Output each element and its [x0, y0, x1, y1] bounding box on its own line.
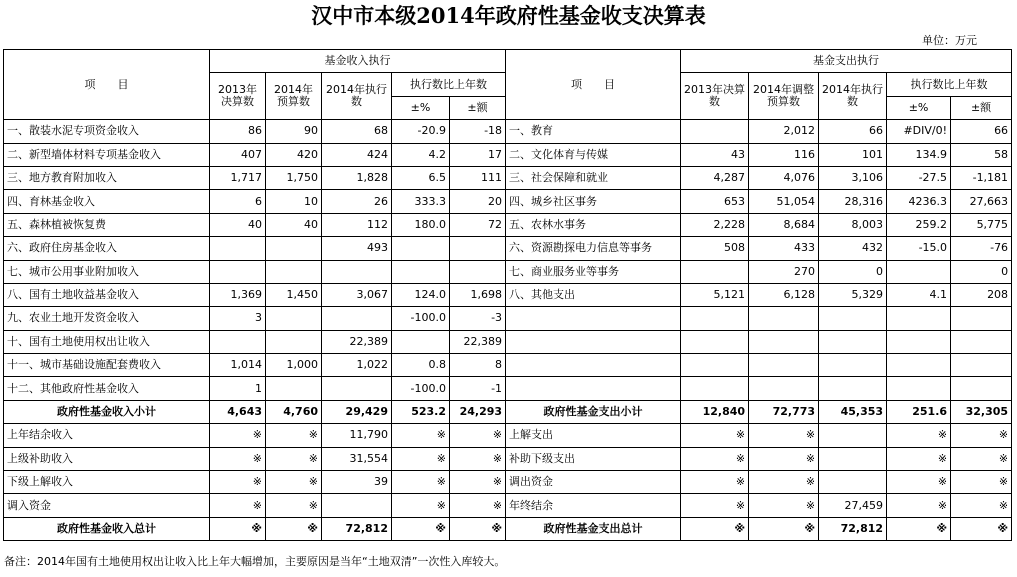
revenue-item-cell: 六、政府住房基金收入 — [4, 237, 210, 260]
revenue-value-cell: ※ — [450, 447, 506, 470]
expense-value-cell — [749, 307, 819, 330]
revenue-item-cell: 政府性基金收入小计 — [4, 400, 210, 423]
revenue-value-cell: ※ — [266, 494, 322, 517]
table-row — [4, 447, 1012, 470]
revenue-item-cell: 一、散装水泥专项资金收入 — [4, 120, 210, 143]
revenue-value-cell: 39 — [322, 471, 392, 494]
revenue-item-cell: 十二、其他政府性基金收入 — [4, 377, 210, 400]
revenue-value-cell: 333.3 — [392, 190, 450, 213]
revenue-value-cell: ※ — [392, 424, 450, 447]
expense-value-cell — [819, 330, 887, 353]
revenue-value-cell: ※ — [266, 517, 322, 540]
revenue-value-cell — [266, 307, 322, 330]
expense-value-cell: 433 — [749, 237, 819, 260]
revenue-value-cell: 4.2 — [392, 143, 450, 166]
revenue-item-cell: 三、地方教育附加收入 — [4, 166, 210, 189]
expense-value-cell — [681, 260, 749, 283]
fund-table — [3, 49, 1012, 541]
unit-label: 单位：万元 — [922, 34, 977, 47]
expense-value-cell — [951, 307, 1012, 330]
revenue-value-cell — [450, 237, 506, 260]
expense-value-cell: ※ — [951, 494, 1012, 517]
expense-value-cell: ※ — [749, 494, 819, 517]
revenue-value-cell: 40 — [210, 213, 266, 236]
expense-value-cell — [681, 330, 749, 353]
expense-item-cell: 补助下级支出 — [506, 447, 681, 470]
expense-value-cell: 43 — [681, 143, 749, 166]
revenue-value-cell: 1,717 — [210, 166, 266, 189]
revenue-item-cell: 四、育林基金收入 — [4, 190, 210, 213]
table-row — [4, 400, 1012, 423]
expense-value-cell: 6,128 — [749, 283, 819, 306]
expense-value-cell: 72,773 — [749, 400, 819, 423]
header-exp-amt: ±额 — [951, 96, 1012, 119]
table-row — [4, 517, 1012, 540]
expense-value-cell — [951, 330, 1012, 353]
revenue-value-cell: ※ — [392, 471, 450, 494]
expense-value-cell: 653 — [681, 190, 749, 213]
expense-value-cell: 28,316 — [819, 190, 887, 213]
expense-value-cell: 2,012 — [749, 120, 819, 143]
revenue-value-cell — [266, 237, 322, 260]
expense-item-cell: 四、城乡社区事务 — [506, 190, 681, 213]
revenue-item-cell: 二、新型墙体材料专项基金收入 — [4, 143, 210, 166]
table-row — [4, 260, 1012, 283]
revenue-value-cell: 6.5 — [392, 166, 450, 189]
header-exp-2013: 2013年决算数 — [681, 73, 749, 120]
expense-value-cell: 2,228 — [681, 213, 749, 236]
expense-value-cell: ※ — [749, 424, 819, 447]
revenue-value-cell: ※ — [266, 471, 322, 494]
revenue-value-cell: 1,828 — [322, 166, 392, 189]
expense-value-cell: -15.0 — [887, 237, 951, 260]
expense-value-cell: -27.5 — [887, 166, 951, 189]
expense-value-cell: 12,840 — [681, 400, 749, 423]
revenue-value-cell: 407 — [210, 143, 266, 166]
revenue-value-cell: 90 — [266, 120, 322, 143]
revenue-value-cell: ※ — [392, 447, 450, 470]
header-exp-pct: ±% — [887, 96, 951, 119]
header-rev-pct: ±% — [392, 96, 450, 119]
expense-item-cell: 五、农林水事务 — [506, 213, 681, 236]
expense-value-cell: ※ — [887, 494, 951, 517]
revenue-value-cell: 112 — [322, 213, 392, 236]
expense-value-cell — [819, 424, 887, 447]
footnote: 备注：2014年国有土地使用权出让收入比上年大幅增加，主要原因是当年“土地双清”一次性入库较大。 — [4, 555, 506, 568]
expense-value-cell: ※ — [951, 447, 1012, 470]
revenue-value-cell: 180.0 — [392, 213, 450, 236]
revenue-value-cell: 3 — [210, 307, 266, 330]
expense-value-cell — [681, 377, 749, 400]
expense-value-cell — [749, 377, 819, 400]
expense-value-cell — [951, 377, 1012, 400]
expense-value-cell: #DIV/0! — [887, 120, 951, 143]
expense-item-cell — [506, 307, 681, 330]
revenue-value-cell: ※ — [450, 471, 506, 494]
revenue-value-cell: 22,389 — [450, 330, 506, 353]
revenue-value-cell — [322, 260, 392, 283]
expense-value-cell: 208 — [951, 283, 1012, 306]
expense-value-cell: 5,121 — [681, 283, 749, 306]
revenue-value-cell: 3,067 — [322, 283, 392, 306]
revenue-value-cell — [210, 330, 266, 353]
expense-value-cell: ※ — [681, 424, 749, 447]
revenue-value-cell — [322, 494, 392, 517]
revenue-item-cell: 上级补助收入 — [4, 447, 210, 470]
expense-value-cell: ※ — [749, 471, 819, 494]
revenue-value-cell: 24,293 — [450, 400, 506, 423]
expense-value-cell: 259.2 — [887, 213, 951, 236]
revenue-value-cell: 1,369 — [210, 283, 266, 306]
header-rev-2014-exec: 2014年执行数 — [322, 73, 392, 120]
header-expense-item: 项 目 — [506, 50, 681, 120]
expense-item-cell: 二、文化体育与传媒 — [506, 143, 681, 166]
revenue-value-cell: 1,450 — [266, 283, 322, 306]
revenue-value-cell: 493 — [322, 237, 392, 260]
expense-value-cell: 72,812 — [819, 517, 887, 540]
revenue-value-cell: 4,760 — [266, 400, 322, 423]
expense-item-cell: 政府性基金支出小计 — [506, 400, 681, 423]
expense-item-cell: 三、社会保障和就业 — [506, 166, 681, 189]
expense-item-cell: 七、商业服务业等事务 — [506, 260, 681, 283]
expense-value-cell: ※ — [749, 447, 819, 470]
table-row — [4, 424, 1012, 447]
expense-value-cell: ※ — [681, 447, 749, 470]
revenue-value-cell: -1 — [450, 377, 506, 400]
table-row — [4, 330, 1012, 353]
expense-value-cell: 45,353 — [819, 400, 887, 423]
revenue-value-cell — [392, 260, 450, 283]
revenue-value-cell: ※ — [266, 424, 322, 447]
revenue-item-cell: 九、农业土地开发资金收入 — [4, 307, 210, 330]
expense-value-cell: 8,003 — [819, 213, 887, 236]
expense-value-cell: ※ — [951, 471, 1012, 494]
expense-item-cell — [506, 354, 681, 377]
expense-value-cell: 0 — [819, 260, 887, 283]
revenue-value-cell — [210, 260, 266, 283]
expense-value-cell: 432 — [819, 237, 887, 260]
header-expense-group: 基金支出执行 — [681, 50, 1012, 73]
expense-value-cell: 4,076 — [749, 166, 819, 189]
revenue-value-cell — [322, 307, 392, 330]
revenue-item-cell: 七、城市公用事业附加收入 — [4, 260, 210, 283]
revenue-item-cell: 上年结余收入 — [4, 424, 210, 447]
revenue-item-cell: 十、国有土地使用权出让收入 — [4, 330, 210, 353]
expense-item-cell — [506, 377, 681, 400]
revenue-value-cell — [210, 237, 266, 260]
revenue-value-cell: 8 — [450, 354, 506, 377]
page-title: 汉中市本级2014年政府性基金收支决算表 — [311, 3, 706, 28]
expense-value-cell: ※ — [749, 517, 819, 540]
expense-value-cell: 251.6 — [887, 400, 951, 423]
expense-value-cell — [681, 307, 749, 330]
expense-value-cell: 51,054 — [749, 190, 819, 213]
revenue-value-cell: -18 — [450, 120, 506, 143]
table-row — [4, 307, 1012, 330]
expense-value-cell: 32,305 — [951, 400, 1012, 423]
expense-item-cell: 六、资源勘探电力信息等事务 — [506, 237, 681, 260]
expense-value-cell: ※ — [681, 494, 749, 517]
revenue-value-cell: 1,698 — [450, 283, 506, 306]
expense-value-cell — [819, 307, 887, 330]
revenue-value-cell: 111 — [450, 166, 506, 189]
expense-value-cell — [749, 330, 819, 353]
expense-value-cell: 4236.3 — [887, 190, 951, 213]
expense-item-cell: 八、其他支出 — [506, 283, 681, 306]
header-revenue-group: 基金收入执行 — [210, 50, 506, 73]
expense-value-cell — [951, 354, 1012, 377]
revenue-value-cell: ※ — [210, 424, 266, 447]
header-rev-amt: ±额 — [450, 96, 506, 119]
revenue-item-cell: 政府性基金收入总计 — [4, 517, 210, 540]
header-exp-compare: 执行数比上年数 — [887, 73, 1012, 96]
revenue-item-cell: 十一、城市基础设施配套费收入 — [4, 354, 210, 377]
revenue-value-cell: -100.0 — [392, 377, 450, 400]
table-row — [4, 190, 1012, 213]
revenue-value-cell: 72,812 — [322, 517, 392, 540]
expense-value-cell: 4,287 — [681, 166, 749, 189]
revenue-value-cell: 420 — [266, 143, 322, 166]
expense-value-cell — [887, 260, 951, 283]
header-rev-compare: 执行数比上年数 — [392, 73, 506, 96]
revenue-value-cell — [450, 260, 506, 283]
revenue-value-cell: ※ — [210, 447, 266, 470]
expense-value-cell — [819, 354, 887, 377]
revenue-value-cell: 17 — [450, 143, 506, 166]
revenue-value-cell: ※ — [392, 494, 450, 517]
revenue-value-cell: ※ — [210, 517, 266, 540]
expense-value-cell: ※ — [887, 517, 951, 540]
revenue-value-cell: 10 — [266, 190, 322, 213]
expense-value-cell — [887, 377, 951, 400]
expense-value-cell: 5,775 — [951, 213, 1012, 236]
expense-value-cell: ※ — [681, 517, 749, 540]
revenue-value-cell: ※ — [450, 494, 506, 517]
table-row — [4, 354, 1012, 377]
table-row — [4, 120, 1012, 143]
revenue-value-cell: 0.8 — [392, 354, 450, 377]
revenue-value-cell: 1,750 — [266, 166, 322, 189]
expense-value-cell: 270 — [749, 260, 819, 283]
expense-value-cell — [887, 307, 951, 330]
expense-value-cell: -76 — [951, 237, 1012, 260]
expense-value-cell: ※ — [951, 517, 1012, 540]
expense-value-cell: ※ — [951, 424, 1012, 447]
header-rev-2014-budget: 2014年预算数 — [266, 73, 322, 120]
table-body — [4, 120, 1012, 541]
expense-value-cell — [887, 354, 951, 377]
revenue-value-cell — [266, 330, 322, 353]
expense-value-cell: 3,106 — [819, 166, 887, 189]
revenue-value-cell: ※ — [210, 471, 266, 494]
revenue-value-cell: 40 — [266, 213, 322, 236]
table-row — [4, 471, 1012, 494]
revenue-item-cell: 五、森林植被恢复费 — [4, 213, 210, 236]
table-row — [4, 213, 1012, 236]
revenue-value-cell: 523.2 — [392, 400, 450, 423]
expense-value-cell: 116 — [749, 143, 819, 166]
table-row — [4, 143, 1012, 166]
expense-value-cell: -1,181 — [951, 166, 1012, 189]
table-row — [4, 377, 1012, 400]
expense-value-cell: ※ — [681, 471, 749, 494]
expense-value-cell — [681, 354, 749, 377]
table-row — [4, 283, 1012, 306]
revenue-value-cell: 1 — [210, 377, 266, 400]
expense-value-cell: 58 — [951, 143, 1012, 166]
revenue-value-cell: 29,429 — [322, 400, 392, 423]
expense-value-cell: 27,663 — [951, 190, 1012, 213]
revenue-value-cell: 22,389 — [322, 330, 392, 353]
revenue-value-cell — [392, 330, 450, 353]
expense-value-cell: 0 — [951, 260, 1012, 283]
revenue-value-cell: 1,014 — [210, 354, 266, 377]
revenue-value-cell: 6 — [210, 190, 266, 213]
expense-value-cell: 4.1 — [887, 283, 951, 306]
expense-item-cell: 一、教育 — [506, 120, 681, 143]
revenue-value-cell: 1,000 — [266, 354, 322, 377]
header-exp-2014-exec: 2014年执行数 — [819, 73, 887, 120]
revenue-value-cell: 20 — [450, 190, 506, 213]
revenue-value-cell: ※ — [450, 424, 506, 447]
expense-item-cell: 上解支出 — [506, 424, 681, 447]
expense-value-cell — [887, 330, 951, 353]
revenue-value-cell: 68 — [322, 120, 392, 143]
revenue-value-cell: 86 — [210, 120, 266, 143]
revenue-value-cell: -20.9 — [392, 120, 450, 143]
expense-item-cell — [506, 330, 681, 353]
header-rev-2013: 2013年决算数 — [210, 73, 266, 120]
expense-value-cell — [681, 120, 749, 143]
expense-value-cell: ※ — [887, 447, 951, 470]
header-exp-2014-adjusted: 2014年调整预算数 — [749, 73, 819, 120]
revenue-value-cell — [266, 260, 322, 283]
revenue-value-cell: ※ — [266, 447, 322, 470]
revenue-value-cell: ※ — [210, 494, 266, 517]
expense-value-cell: 27,459 — [819, 494, 887, 517]
expense-value-cell: 5,329 — [819, 283, 887, 306]
revenue-value-cell: 4,643 — [210, 400, 266, 423]
table-row — [4, 166, 1012, 189]
revenue-value-cell: 72 — [450, 213, 506, 236]
revenue-value-cell — [266, 377, 322, 400]
expense-value-cell: ※ — [887, 471, 951, 494]
expense-value-cell: 66 — [951, 120, 1012, 143]
revenue-value-cell: 26 — [322, 190, 392, 213]
revenue-value-cell: ※ — [450, 517, 506, 540]
revenue-value-cell: -100.0 — [392, 307, 450, 330]
revenue-value-cell — [322, 377, 392, 400]
revenue-value-cell: -3 — [450, 307, 506, 330]
expense-item-cell: 政府性基金支出总计 — [506, 517, 681, 540]
revenue-item-cell: 八、国有土地收益基金收入 — [4, 283, 210, 306]
expense-value-cell — [749, 354, 819, 377]
expense-value-cell: 66 — [819, 120, 887, 143]
expense-value-cell: 8,684 — [749, 213, 819, 236]
revenue-value-cell: 1,022 — [322, 354, 392, 377]
expense-item-cell: 调出资金 — [506, 471, 681, 494]
header-revenue-item: 项 目 — [4, 50, 210, 120]
revenue-item-cell: 调入资金 — [4, 494, 210, 517]
table-row — [4, 237, 1012, 260]
expense-value-cell — [819, 377, 887, 400]
revenue-value-cell: 124.0 — [392, 283, 450, 306]
table-row — [4, 494, 1012, 517]
expense-value-cell: 134.9 — [887, 143, 951, 166]
expense-value-cell — [819, 471, 887, 494]
revenue-value-cell: 11,790 — [322, 424, 392, 447]
revenue-value-cell — [392, 237, 450, 260]
expense-item-cell: 年终结余 — [506, 494, 681, 517]
expense-value-cell: ※ — [887, 424, 951, 447]
revenue-item-cell: 下级上解收入 — [4, 471, 210, 494]
revenue-value-cell: ※ — [392, 517, 450, 540]
expense-value-cell: 508 — [681, 237, 749, 260]
revenue-value-cell: 31,554 — [322, 447, 392, 470]
expense-value-cell — [819, 447, 887, 470]
revenue-value-cell: 424 — [322, 143, 392, 166]
expense-value-cell: 101 — [819, 143, 887, 166]
